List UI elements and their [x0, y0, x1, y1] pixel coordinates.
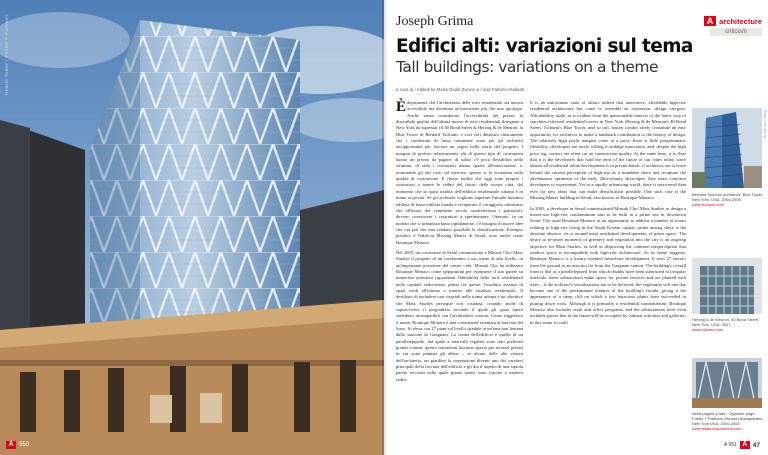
caption-blue-tower — [692, 192, 764, 207]
right-page — [384, 0, 768, 455]
thumb-credit: Photo: Lee Jae-ho — [763, 110, 767, 139]
caption-bond-street — [692, 317, 764, 332]
issue-label: A 951 — [723, 442, 737, 448]
left-folio — [6, 441, 29, 449]
paragraph: It is an unfortunate state of affairs indeed that innovative, affordable high-rise residential architecture has come to resemble an oxymoron; design category. Affordability aside, as is evident from the questionable interest of the latest crop of starchitect-devised residential towers in New York (Herzog & de Meuron's 40 Bond Street, Tschumi's Blue Tower, and so on), luxury condos rarely constitute an easy opportunity for architects to make a landmark contribution to the history of design. The relatively high profit margins come at a price: there is little programmatic flexibility, developers are rarely willing to indulge innovation, and, despite the high price tag, corners are often cut on construction quality. At the same time, it is clear that it is the developers that hold the reins of the future of our cities today, since almost all residential urban development is in private hands: if architects are to leave behind the current perception of high-rise as a mundane chore and recapture the adventurous optimism of the early 20th-century skyscraper, they must convince developers to experiment. Yet in a rapidly urbanising world, there is more need than ever for new ideas that can make densification possible. One such case is the Missing Matrix building in Seoul, also known as Boutique Monaco. — [530, 100, 686, 201]
blue-tower-photo — [692, 108, 762, 188]
byline: a cura di / edited by Maria Giulia Zunino e / and Fabrizio Gallanti — [396, 87, 525, 92]
magazine-logo: A — [740, 441, 750, 449]
title-italian: Edifici alti: variazioni sul tema — [396, 36, 693, 57]
paragraph: In 2005, a developer in Seoul commissioned Minsuk Cho/ Mass Studies to design a mixed-use high-rise condominium unit to be built in a prime site in downtown Seoul. Cho used Boutique Monaco as an opportunity to address a number of issues relating to high-rise living in the South Korean capital, prime among these is the absolute absence, in or around most residential developments, of green space. The desire to re-insert moments of greenery and vegetation into the city is an ongoing objective for Mass Studies, as well as disproving the common misperception that outdoor space is incompatible with high-rise architecture. As its name suggests, Boutique Monaco is a luxury-oriented mixed-use development. It rises 27 storeys from the ground in an area not far from the Gangnam station. The building's overall form is that of a parallelepiped from which chunks have been subtracted at irregular intervals: these subtractions make space for private terraces and are planted with trees – if the architect's visualizations are to be believed, the vegetation will one day become one of the predominant features of the building's facade, giving it the appearance of a steep cliff on which a few tenacious plants have succeeded in putting down roots. Although it is primarily a residential condominium, Boutique Monaco also includes retail and office programs, and the subterranean level even includes spaces that in the future will be occupied by cultural activities and galleries; in this sense it could — [530, 205, 687, 325]
page-number-left: 950 — [19, 442, 30, 448]
hearst-photo — [692, 358, 762, 408]
italian-column — [396, 100, 523, 387]
caption-text: Nella pagina a lato / Opposite page: Foster + Partners, Hearst Headquarters, New York USA, 2000-2006 — [692, 411, 764, 426]
page-number-right: 47 — [752, 441, 760, 449]
title-english: Tall buildings: variations on a theme — [396, 58, 659, 76]
caption-url: www.bdlined.com — [692, 327, 724, 332]
author-name: Joseph Grima — [396, 14, 474, 29]
rubric-label: architecture — [719, 16, 762, 26]
magazine-logo: A — [6, 441, 16, 449]
paragraph-text: deprimente che l'architettura delle torri residenziali sia ancora accessibile ma diventata un'estensione più che una tipologia. Anche senza considerare l'accessibilità dei prezzi, la discutibile qualità dell'ultima messe di torri residenziali disegnate a New York da superstar (il 40 Bond Street di Herzog & de Meuron, la Blue Tower di Bernard Tschumi, e così via) dimostra chiaramente che i condomini di lusso raramente sono per gli architetti un'opportunità per lasciare un segno nella storia del progetto. I margini di profitto relativamente alti di questo tipo di costruzioni hanno un prezzo da pagare: di solito c'è poca flessibilità nella struttura, di rado i costruttori danno spazio all'innovazione, e, nonostante gli alti costi sul mercato, spesso si fa economia sulla qualità di costruzione. Il chiaro inoltre che oggi sono proprio i costruttori a tenere le redini del futuro delle nostre città, dal momento che la quasi totalità dell'edilizia residenziale urbana è in mano ai privati. Se gli architetti vogliono superare l'attuale binomio edilizia di lusso/edilizia banale e recuperare il coraggioso ottimismo che all'inizio del ventesimo secolo caratterizzava i grattacieli, devono convincere i costruttori a sperimentare. Ottenuto, in un mondo che si urbanizza tanto rapidamente, c'è bisogno di nuove idee che ora più che mai rendano possibile la densificazione. Esempio positivo è l'edificio Missing Matrix di Seoul, noto anche come Boutique Monaco. — [396, 100, 523, 245]
paragraph: Nel 2005, un costruttore di Seoul commissionò a Minsuk Cho/ Mass Studies il progetto di un condominio a uso misto di alto livello, in un'importante posizione del centro città. Minsuk Cho ha utilizzato Boutique Monaco come opportunità per esprimere il suo parere su numerose questioni riguardanti l'abitabilità delle torri residenziali nella capitale sudcoreana: prima fra queste, l'assoluta assenza di spazi verdi all'interno o intorno alle strutture residenziali. Il desiderio di includere oasi vegetali nella trama urbana è un obiettivo che Mass Studies persegue con costanza, creando anche di sopravvivere il pregiudizio secondo il quale gli spazi aperti sarebbero incompatibili con l'architettura costosa. Come suggerisce il nome, Boutique Monaco è una costruzione orientata al mercato del lusso. Si eleva con 27 piani sul livello stradale in un'area non lontana dalla stazione di Gangnam. La forma dell'edificio è quella di un parallelepipedo, dal quale a intervalli regolari sono stati prelevati grandi volumi: queste sottrazioni lasciano spazio per terrazzi privati in cui sono piantati gli alberi – se alcuni delle alte visioni dell'architetto, un giardino la vegetazione diventi uno dei caratteri principali della facciata dell'edificio e gli dia il aspetto di una sipiola parete reccinea nella quale piante tonasi sono riuscite a mettere radici. — [396, 249, 523, 382]
photo-credit: Hearst Tower / Foster + Partners — [4, 14, 9, 96]
caption-url: www.fosterandpartners.com — [692, 426, 742, 431]
drop-cap: È — [396, 99, 407, 115]
paragraph — [396, 100, 523, 246]
bond-street-photo — [692, 258, 762, 314]
right-folio — [724, 441, 760, 449]
caption-url: www.tschumi.com — [692, 202, 725, 207]
gutter-shadow — [382, 0, 388, 455]
rubric-logo: A — [704, 16, 716, 26]
rubric — [704, 16, 762, 26]
english-column — [530, 100, 686, 330]
rubric-subtitle: criticism — [710, 28, 762, 36]
caption-hearst — [692, 411, 764, 431]
caption-text: Herzog & de Meuron, 40 Bond Street, New York, USA, 2007 — [692, 317, 759, 327]
caption-text: Bernard Tschumi Architects, Blue Tower, New York, USA, 2004-2006 — [692, 192, 764, 202]
